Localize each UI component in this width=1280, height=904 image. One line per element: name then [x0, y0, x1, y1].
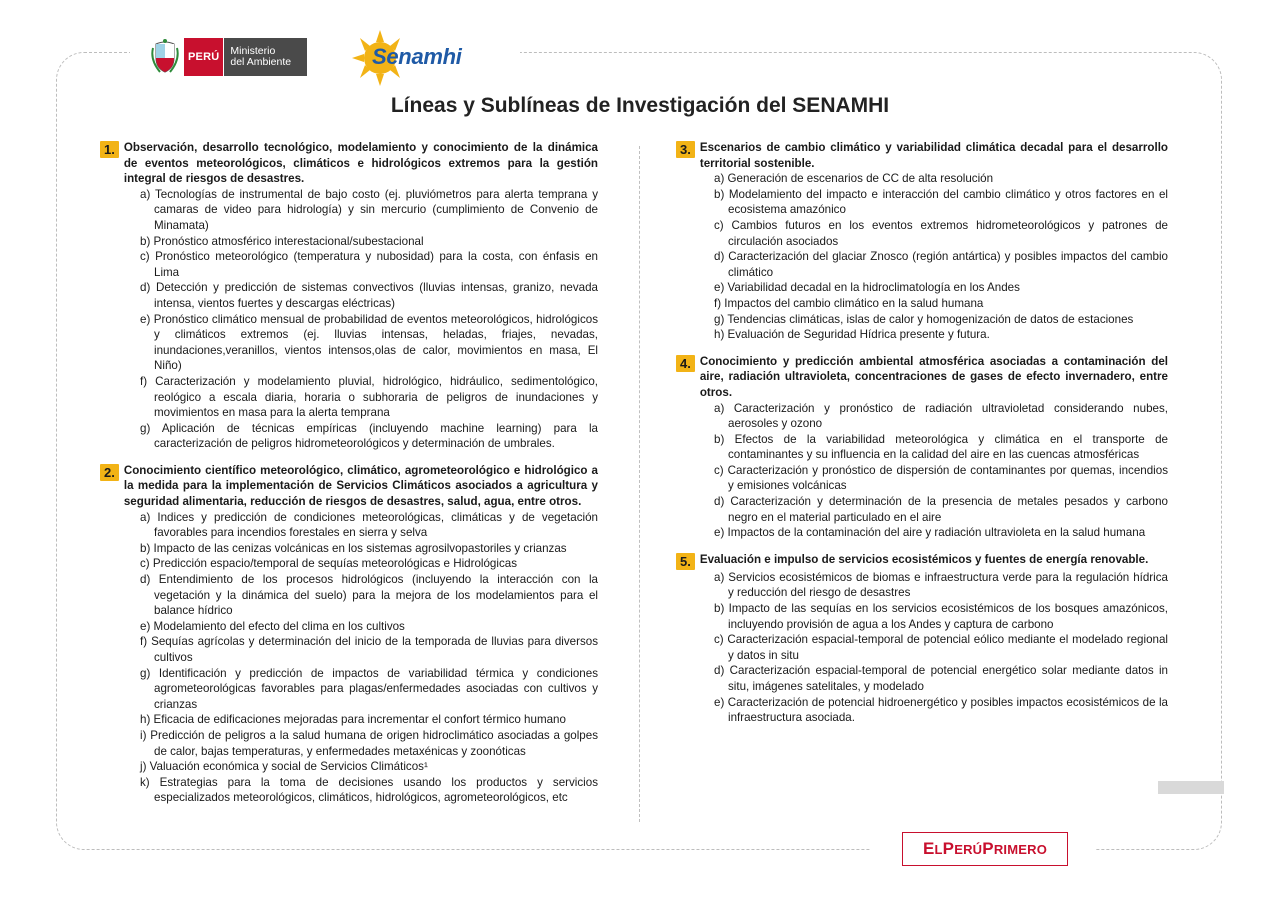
sub-line-item: b) Pronóstico atmosférico interestacional/subestacional — [140, 234, 424, 248]
line-number-badge: 5. — [676, 553, 695, 570]
sub-line-item: a) Caracterización y pronóstico de radiación ultravioletad considerando nubes, aerosoles y ozono — [714, 401, 1168, 431]
ministerio-line2: del Ambiente — [230, 56, 292, 68]
sub-line-item: a) Generación de escenarios de CC de alta resolución — [714, 172, 994, 186]
sub-line-item: e) Modelamiento del efecto del clima en los cultivos — [140, 619, 405, 633]
sub-line-item: e) Caracterización de potencial hidroenergético y posibles impactos ecosistémicos de la infraestructura asociada. — [714, 695, 1168, 725]
senamhi-wordmark: Senamhi — [372, 44, 462, 69]
line-number-badge: 4. — [676, 355, 695, 372]
research-line-title: Observación, desarrollo tecnológico, modelamiento y conocimiento de la dinámica de eventos meteorológicos, climáticos e hidrológicos extremos para la gestión integral de riesgos de desastres. — [123, 141, 598, 186]
sub-line-item: b) Efectos de la variabilidad meteorológica y climática en el transporte de contaminantes y su influencia en la calidad del aire en las cuencas atmosféricas — [714, 432, 1168, 462]
peru-coat-of-arms-icon — [150, 38, 180, 76]
sub-line-item: c) Caracterización espacial-temporal de potencial eólico mediante el modelado regional y datos in situ — [714, 633, 1168, 662]
ministerio-line1: Ministerio — [230, 45, 276, 57]
sub-line-item: f) Sequías agrícolas y determinación del inicio de la temporada de lluvias para diversos cultivos — [140, 635, 598, 664]
sub-line-item: c) Caracterización y pronóstico de dispersión de contaminantes por quemas, incendios y emisiones volcánicas — [714, 463, 1168, 493]
sub-line-list — [100, 510, 598, 806]
slogan-part5: P — [982, 839, 994, 858]
sub-line-item: d) Detección y predicción de sistemas convectivos (lluvias intensas, granizo, nevada intensa, vientos fuertes y descargas eléctricas) — [140, 281, 598, 310]
research-line-heading — [676, 140, 1168, 171]
sub-line-item: b) Impacto de las cenizas volcánicas en los sistemas agrosilvopastoriles y crianzas — [140, 541, 567, 555]
research-line-section — [100, 463, 598, 806]
research-line-section — [676, 140, 1168, 343]
research-line-heading — [676, 354, 1168, 401]
research-line-title: Escenarios de cambio climático y variabilidad climática decadal para el desarrollo territorial sostenible. — [699, 141, 1168, 170]
research-line-heading — [100, 140, 598, 187]
sub-line-item: a) Indices y predicción de condiciones meteorológicas, climáticas y de vegetación favorables para incendios forestales en sierra y selva — [140, 510, 598, 540]
sub-line-item: k) Estrategias para la toma de decisiones usando los productos y servicios especializados meteorológicos, climáticos, hidrológicos, agrometeorológicos, etc — [140, 775, 598, 805]
sub-line-item: b) Modelamiento del impacto e interacción del cambio climático y otros factores en el ecosistema amazónico — [714, 187, 1168, 217]
sub-line-item: d) Caracterización y determinación de la presencia de metales pesados y carbono negro en el material particulado en el aire — [714, 495, 1168, 524]
sub-line-item: g) Tendencias climáticas, islas de calor y homogenización de datos de estaciones — [714, 312, 1134, 326]
sub-line-item: e) Impactos de la contaminación del aire y radiación ultravioleta en la salud humana — [714, 526, 1146, 540]
sub-line-item: a) Tecnologías de instrumental de bajo costo (ej. pluviómetros para alerta temprana y camaras de video para hidrología) y sin mercurio (cumplimiento de Convenio de Minamata) — [140, 187, 598, 232]
research-line-title: Evaluación e impulso de servicios ecosistémicos y fuentes de energía renovable. — [699, 552, 1149, 566]
sub-line-item: j) Valuación económica y social de Servicios Climáticos¹ — [140, 760, 428, 774]
research-line-heading — [100, 463, 598, 510]
sub-line-list — [676, 171, 1168, 343]
research-line-title: Conocimiento y predicción ambiental atmosférica asociadas a contaminación del aire, radiación ultravioleta, concentraciones de gases de efecto invernadero, entre otros. — [699, 354, 1168, 399]
sub-line-item: h) Evaluación de Seguridad Hídrica presente y futura. — [714, 328, 990, 342]
sub-line-item: i) Predicción de peligros a la salud humana de origen hidroclimático asociadas a golpes de calor, bajas temperaturas, y enfermedades metaxénicas y zoonóticas — [140, 728, 598, 758]
page-title: Líneas y Sublíneas de Investigación del SENAMHI — [390, 94, 890, 117]
sub-line-item: h) Eficacia de edificaciones mejoradas para incrementar el confort térmico humano — [140, 713, 566, 727]
left-column — [100, 140, 598, 817]
slogan-part1: E — [922, 839, 935, 858]
line-number-badge: 1. — [100, 141, 119, 158]
research-line-section — [676, 552, 1168, 726]
research-line-section — [676, 354, 1168, 541]
sub-line-list — [676, 401, 1168, 541]
el-peru-primero-logo — [902, 832, 1068, 866]
sub-line-item: g) Identificación y predicción de impactos de variabilidad térmica y condiciones agrometeorológicas favorables para plagas/enfermedades asociadas con cultivos y crianzas — [140, 666, 598, 711]
sub-line-item: c) Cambios futuros en los eventos extremos hidrometeorológicos y patrones de circulación asociados — [714, 218, 1168, 248]
sub-line-item: c) Predicción espacio/temporal de sequías meteorológicas e Hidrológicas — [140, 557, 517, 571]
sub-line-list — [676, 570, 1168, 726]
grey-tab-decoration — [1158, 781, 1224, 794]
sub-line-item: d) Caracterización espacial-temporal de potencial energético solar mediante datos in situ, imágenes satelitales, y modelado — [714, 664, 1168, 693]
sub-line-item: d) Caracterización del glaciar Znosco (región antártica) y posibles impactos del cambio climático — [714, 250, 1168, 279]
slogan-part4: ERÚ — [954, 841, 983, 857]
sub-line-item: d) Entendimiento de los procesos hidrológicos (incluyendo la interacción con la vegetación y la dinámica del suelo) para la mejora de los modelamientos para el balance hídrico — [140, 573, 598, 618]
sub-line-item: f) Caracterización y modelamiento pluvial, hidrológico, hidráulico, sedimentológico, reológico a escala diaria, horaria o subhoraria de peligros de inundaciones y movimientos en masa para la alerta temprana — [140, 374, 598, 420]
sub-line-item: a) Servicios ecosistémicos de biomas e infraestructura verde para la regulación hídrica y reducción del riesgo de desastres — [714, 570, 1168, 600]
research-line-section — [100, 140, 598, 452]
sub-line-list — [100, 187, 598, 452]
research-line-heading — [676, 552, 1168, 570]
research-line-title: Conocimiento científico meteorológico, climático, agrometeorológico e hidrológico a la medida para la implementación de Servicios Climáticos asociados a agricultura y seguridad alimentaria, reducción de riesgos de desastres, salud, agua, entre otros. — [123, 463, 598, 509]
sub-line-item: f) Impactos del cambio climático en la salud humana — [714, 296, 984, 310]
ministerio-ambiente-logo — [150, 38, 307, 76]
line-number-badge: 2. — [100, 464, 119, 481]
sub-line-item: e) Pronóstico climático mensual de probabilidad de eventos meteorológicos, hidrológicos y climáticos extremos (ej. lluvias intensas, heladas, friajes, nevadas, inundaciones,veranillos, vientos intensos,olas de calor, movimientos en masa, El Niño) — [140, 312, 598, 373]
line-number-badge: 3. — [676, 141, 695, 158]
slogan-part2: L — [934, 841, 943, 857]
sub-line-item: b) Impacto de las sequías en los servicios ecosistémicos de los bosques amazónicos, incluyendo provisión de agua a los Andes y captura de carbono — [714, 602, 1168, 631]
right-column — [676, 140, 1168, 737]
column-divider — [639, 146, 640, 822]
peru-label: PERÚ — [184, 38, 223, 76]
slogan-part3: P — [942, 839, 955, 858]
slogan-part6: RIMERO — [993, 841, 1048, 857]
senamhi-logo — [352, 28, 482, 88]
ministerio-label — [223, 38, 307, 76]
sub-line-item: c) Pronóstico meteorológico (temperatura y nubosidad) para la costa, con énfasis en Lima — [140, 250, 598, 279]
sub-line-item: g) Aplicación de técnicas empíricas (incluyendo machine learning) para la caracterización de peligros hidrometeorológicos y determinación de umbrales. — [140, 421, 598, 451]
sub-line-item: e) Variabilidad decadal en la hidroclimatología en los Andes — [714, 281, 1020, 295]
